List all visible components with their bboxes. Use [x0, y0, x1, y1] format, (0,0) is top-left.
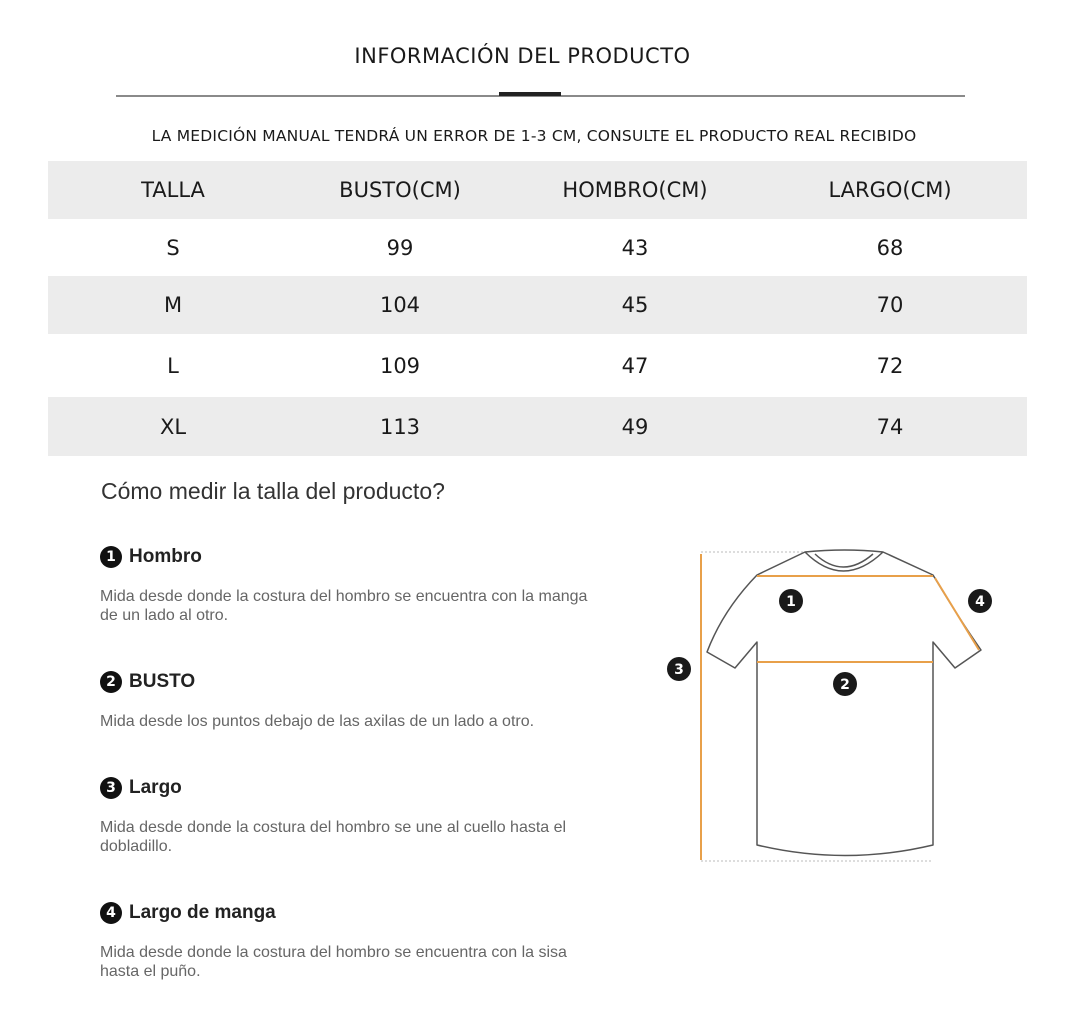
marker-3-icon [667, 657, 691, 681]
step-description: Mida desde donde la costura del hombro se encuentra con la sisa hasta el puño. [100, 944, 567, 980]
marker-1-icon [779, 589, 803, 613]
table-row [48, 219, 1027, 276]
marker-3-label: 3 [674, 662, 684, 678]
table-cell: 99 [386, 235, 414, 260]
measurement-note: LA MEDICIÓN MANUAL TENDRÁ UN ERROR DE 1-3 CM, CONSULTE EL PRODUCTO REAL RECIBIDO [151, 127, 917, 145]
guide-step-bust [100, 671, 620, 731]
marker-1-label: 1 [786, 594, 796, 610]
step-number-badge: 1 [100, 546, 122, 568]
step-name: BUSTO [129, 671, 196, 692]
column-header: TALLA [141, 178, 205, 202]
step-number-badge: 3 [100, 777, 122, 799]
step-description: Mida desde los puntos debajo de las axilas de un lado a otro. [100, 713, 535, 730]
column-header: HOMBRO(CM) [562, 178, 708, 202]
step-heading [100, 777, 620, 799]
step-heading [100, 671, 620, 693]
step-heading [100, 546, 620, 568]
table-cell: M [163, 293, 183, 317]
table-cell: L [167, 353, 179, 378]
sleeve-measure-line [935, 578, 979, 650]
column-header: BUSTO(CM) [339, 178, 461, 202]
table-cell: 70 [876, 293, 904, 317]
title-divider-accent [499, 92, 561, 96]
tshirt-outline [707, 550, 981, 856]
marker-4-icon [968, 589, 992, 613]
table-cell: 72 [876, 353, 904, 378]
marker-2-label: 2 [840, 677, 850, 693]
step-description: Mida desde donde la costura del hombro se encuentra con la manga de un lado al otro. [100, 588, 588, 624]
step-name: Largo [129, 777, 182, 798]
step-name: Largo de manga [129, 902, 276, 923]
marker-2-icon [833, 672, 857, 696]
guide-step-shoulder [100, 546, 620, 625]
guide-title: Cómo medir la talla del producto? [101, 478, 445, 504]
table-row [48, 397, 1027, 456]
table-cell: 45 [621, 293, 649, 317]
table-cell: 68 [876, 235, 904, 260]
column-header: LARGO(CM) [828, 178, 952, 202]
step-heading [100, 902, 620, 924]
table-cell: 74 [876, 414, 904, 439]
table-cell: 49 [621, 414, 649, 439]
guide-step-sleeve [100, 902, 620, 981]
guide-step-length [100, 777, 620, 856]
table-cell: S [166, 235, 180, 260]
table-cell: XL [159, 414, 187, 439]
table-cell: 47 [621, 353, 649, 378]
step-description: Mida desde donde la costura del hombro se une al cuello hasta el dobladillo. [100, 819, 567, 855]
table-header-row [48, 161, 1027, 219]
tshirt-measurement-diagram [655, 540, 995, 875]
table-cell: 104 [379, 293, 421, 317]
table-row [48, 334, 1027, 397]
size-table [48, 161, 1027, 456]
step-name: Hombro [129, 546, 202, 567]
table-cell: 109 [379, 353, 421, 378]
table-cell: 43 [621, 235, 649, 260]
table-cell: 113 [379, 414, 421, 439]
page-title: INFORMACIÓN DEL PRODUCTO [354, 44, 691, 68]
table-row [48, 276, 1027, 334]
step-number-badge: 4 [100, 902, 122, 924]
marker-4-label: 4 [975, 594, 985, 610]
step-number-badge: 2 [100, 671, 122, 693]
